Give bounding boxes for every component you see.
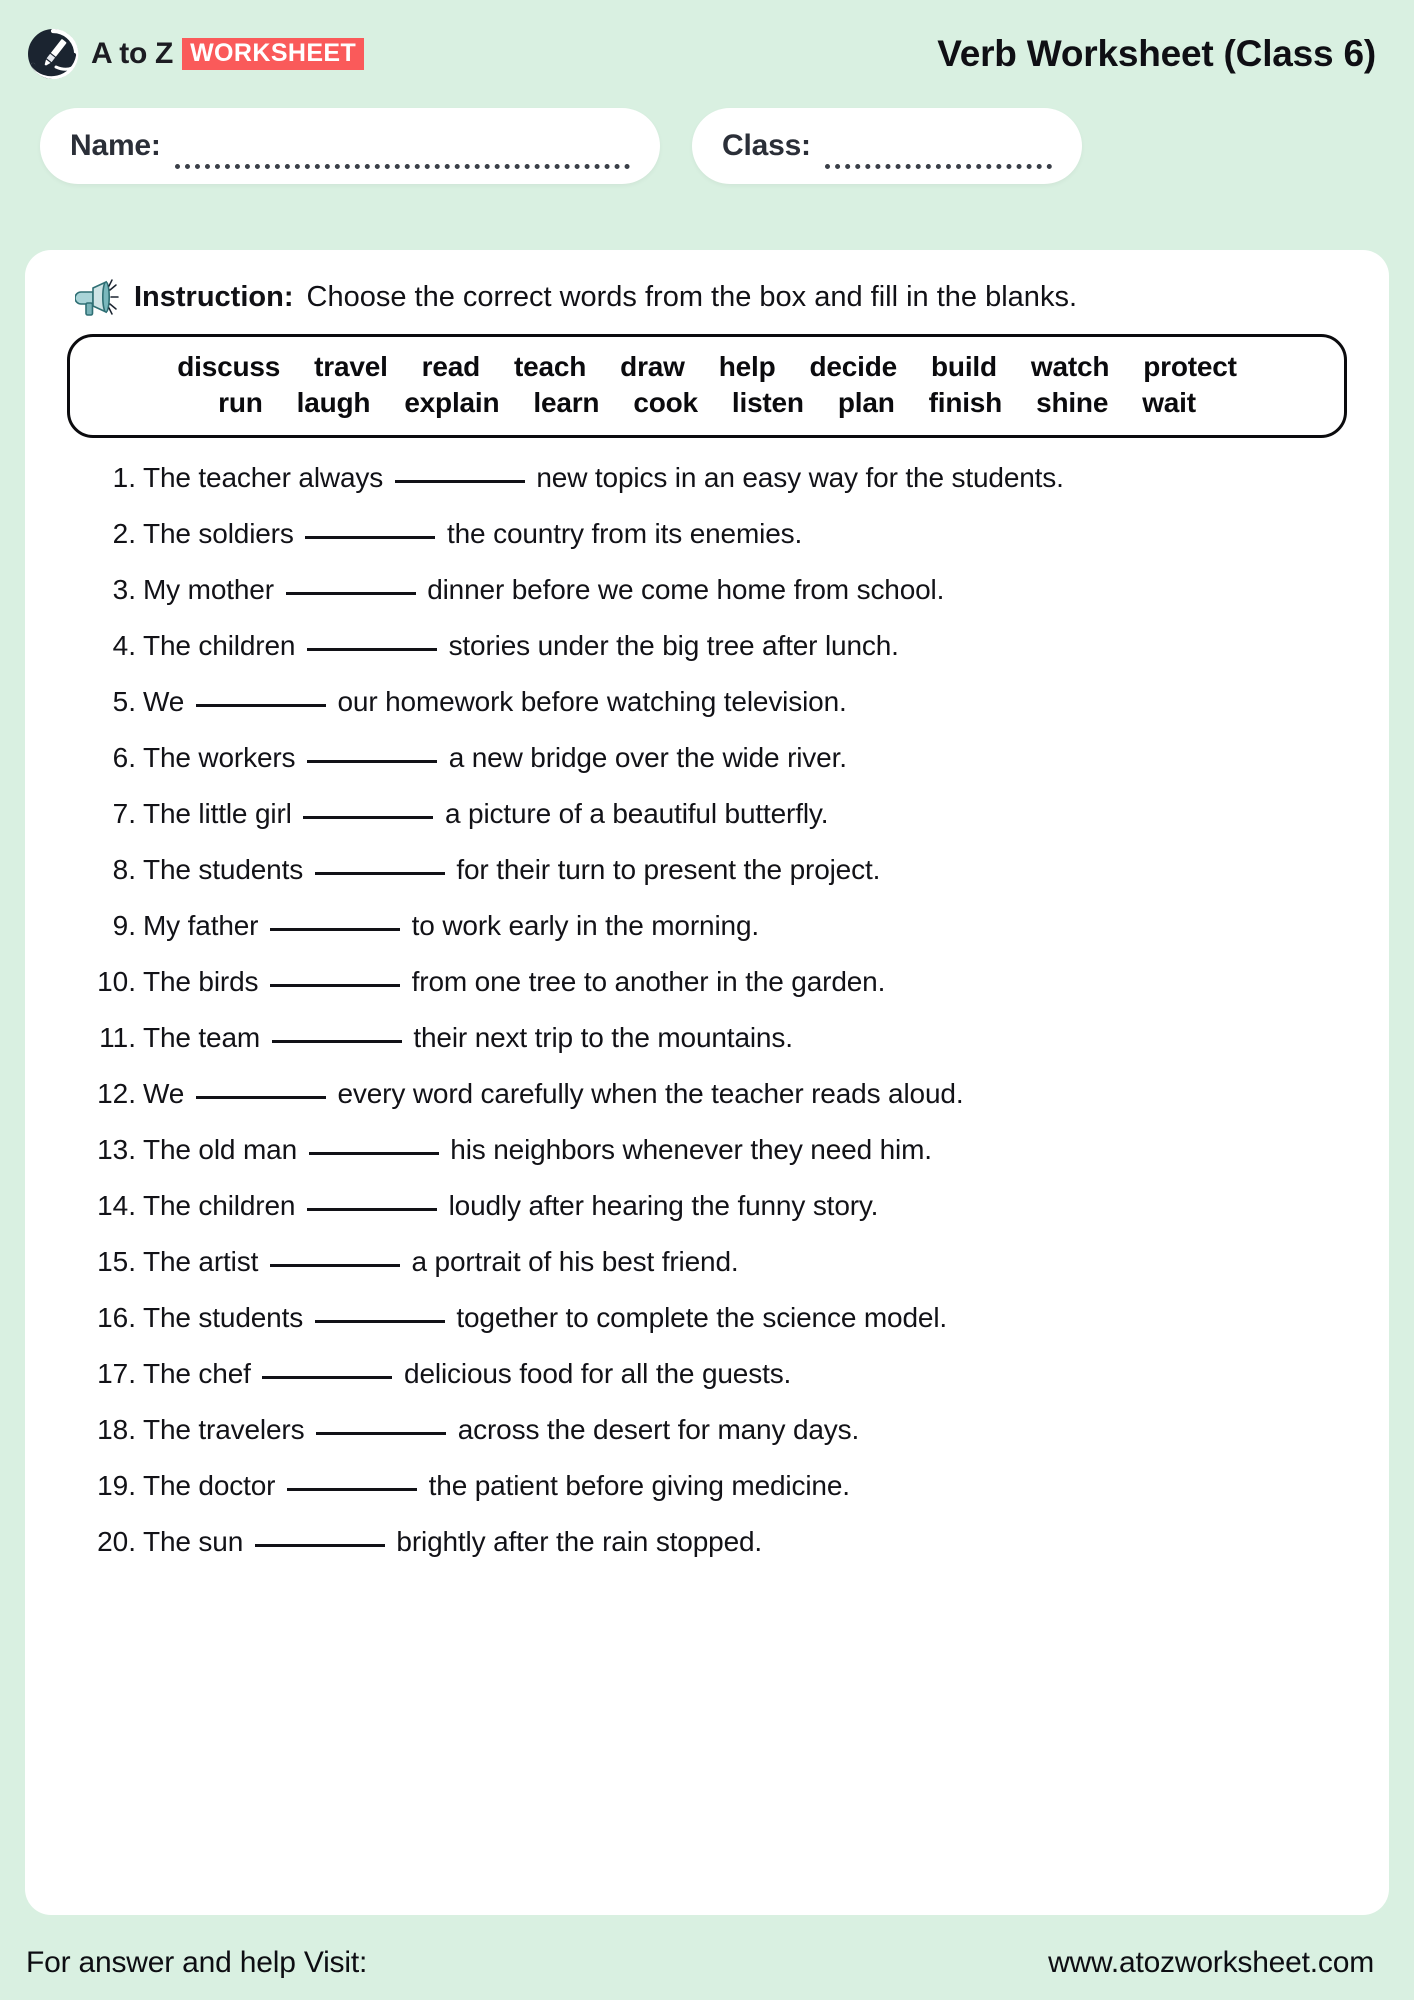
question-text-after-blank: across the desert for many days. (457, 1413, 860, 1445)
question-item (69, 462, 1345, 518)
question-text (143, 574, 944, 606)
question-item (69, 1526, 1345, 1582)
answer-blank[interactable] (307, 648, 437, 651)
question-text-after-blank: the patient before giving medicine. (428, 1469, 850, 1501)
word-bank-word: plan (837, 386, 895, 418)
word-bank-word: decide (809, 351, 898, 382)
question-item (69, 686, 1345, 742)
question-text-before-blank: The team (143, 1021, 261, 1053)
word-bank-word: finish (928, 386, 1003, 418)
question-item (69, 630, 1345, 686)
question-item (69, 798, 1345, 854)
question-text (143, 518, 802, 550)
question-item (69, 518, 1345, 574)
question-text-before-blank: The students (143, 853, 304, 885)
class-label: Class: (722, 129, 811, 162)
answer-blank[interactable] (303, 816, 433, 819)
question-text-after-blank: stories under the big tree after lunch. (448, 629, 899, 661)
question-text-before-blank: The students (143, 1301, 304, 1333)
answer-blank[interactable] (307, 1208, 437, 1211)
name-input-line[interactable] (175, 141, 630, 169)
instruction-row (59, 276, 1355, 318)
answer-blank[interactable] (196, 704, 326, 707)
question-text-after-blank: brightly after the rain stopped. (396, 1525, 763, 1557)
word-bank (67, 334, 1347, 438)
word-bank-word: watch (1030, 351, 1110, 382)
question-text-after-blank: their next trip to the mountains. (413, 1021, 793, 1053)
word-bank-word: teach (514, 351, 587, 382)
question-text (143, 462, 1064, 494)
brand-wordmark (91, 37, 364, 71)
question-text (143, 1414, 859, 1446)
answer-blank[interactable] (270, 1264, 400, 1267)
question-item (69, 1190, 1345, 1246)
brand-badge: WORKSHEET (182, 38, 364, 69)
question-text-before-blank: The doctor (143, 1469, 276, 1501)
question-text (143, 910, 759, 942)
word-bank-word: explain (404, 386, 500, 418)
word-bank-word: discuss (177, 351, 281, 382)
footer-help-text: For answer and help Visit: (26, 1945, 368, 1979)
answer-blank[interactable] (315, 872, 445, 875)
question-text (143, 630, 899, 662)
answer-blank[interactable] (307, 760, 437, 763)
question-text (143, 686, 847, 718)
question-text-after-blank: the country from its enemies. (447, 517, 803, 549)
question-item (69, 1358, 1345, 1414)
question-text-after-blank: new topics in an easy way for the students. (536, 461, 1064, 493)
question-item (69, 1022, 1345, 1078)
question-text (143, 798, 828, 830)
answer-blank[interactable] (305, 536, 435, 539)
worksheet-card (25, 250, 1389, 1915)
question-item (69, 742, 1345, 798)
answer-blank[interactable] (255, 1544, 385, 1547)
word-bank-word: wait (1142, 386, 1196, 418)
answer-blank[interactable] (270, 984, 400, 987)
name-field[interactable] (40, 108, 660, 184)
answer-blank[interactable] (315, 1320, 445, 1323)
page-title: Verb Worksheet (Class 6) (937, 33, 1376, 74)
question-number: 12. (97, 1077, 136, 1109)
question-text-after-blank: every word carefully when the teacher reads aloud. (337, 1077, 964, 1109)
question-text-after-blank: to work early in the morning. (411, 909, 759, 941)
question-text-after-blank: delicious food for all the guests. (404, 1357, 792, 1389)
brand-logo (26, 27, 364, 81)
question-number: 3. (112, 573, 136, 605)
question-text (143, 1022, 793, 1054)
question-text-after-blank: his neighbors whenever they need him. (450, 1133, 932, 1165)
question-text-before-blank: My father (143, 909, 259, 941)
answer-blank[interactable] (286, 592, 416, 595)
word-bank-word: shine (1036, 386, 1109, 418)
question-text-before-blank: The little girl (143, 797, 292, 829)
name-label: Name: (70, 129, 161, 162)
question-number: 13. (97, 1133, 136, 1165)
question-number: 15. (97, 1245, 136, 1277)
question-text (143, 854, 880, 886)
page-footer (0, 1925, 1414, 2000)
question-text (143, 1526, 762, 1558)
instruction-label: Instruction: (134, 280, 294, 313)
word-bank-row-2 (92, 385, 1322, 421)
question-text-after-blank: for their turn to present the project. (456, 853, 881, 885)
class-field[interactable] (692, 108, 1082, 184)
question-text (143, 966, 885, 998)
word-bank-word: laugh (296, 386, 371, 418)
question-text (143, 1358, 791, 1390)
word-bank-row-1 (92, 349, 1322, 385)
question-item (69, 910, 1345, 966)
question-number: 8. (112, 853, 136, 885)
question-text-before-blank: The artist (143, 1245, 259, 1277)
word-bank-word: protect (1143, 351, 1237, 382)
question-text-after-blank: a picture of a beautiful butterfly. (444, 797, 829, 829)
question-text-after-blank: our homework before watching television. (337, 685, 847, 717)
question-number: 7. (112, 797, 136, 829)
question-number: 16. (97, 1301, 136, 1333)
answer-blank[interactable] (309, 1152, 439, 1155)
question-item (69, 1078, 1345, 1134)
question-text-before-blank: We (143, 1077, 185, 1109)
question-text-after-blank: loudly after hearing the funny story. (448, 1189, 879, 1221)
question-text-after-blank: dinner before we come home from school. (427, 573, 945, 605)
answer-blank[interactable] (272, 1040, 402, 1043)
word-bank-word: draw (620, 351, 685, 382)
question-text-before-blank: The old man (143, 1133, 297, 1165)
word-bank-word: travel (314, 351, 388, 382)
word-bank-word: read (421, 351, 481, 382)
answer-blank[interactable] (287, 1488, 417, 1491)
question-number: 14. (97, 1189, 136, 1221)
word-bank-word: learn (533, 386, 600, 418)
word-bank-word: run (218, 386, 263, 418)
megaphone-icon (75, 276, 121, 318)
answer-blank[interactable] (395, 480, 525, 483)
question-item (69, 1470, 1345, 1526)
question-item (69, 854, 1345, 910)
word-bank-word: build (931, 351, 997, 382)
question-text-before-blank: The birds (143, 965, 259, 997)
answer-blank[interactable] (270, 928, 400, 931)
question-number: 9. (112, 909, 136, 941)
brand-name: A to Z (91, 37, 174, 70)
question-item (69, 574, 1345, 630)
question-text-before-blank: The workers (143, 741, 296, 773)
word-bank-word: cook (633, 386, 698, 418)
question-text-before-blank: The children (143, 629, 296, 661)
question-number: 2. (112, 517, 136, 549)
question-text-before-blank: The teacher always (143, 461, 384, 493)
question-text (143, 1302, 947, 1334)
question-number: 18. (97, 1413, 136, 1445)
question-number: 10. (97, 965, 136, 997)
question-text-after-blank: a new bridge over the wide river. (448, 741, 847, 773)
question-text-before-blank: The sun (143, 1525, 244, 1557)
question-text-before-blank: My mother (143, 573, 274, 605)
answer-blank[interactable] (196, 1096, 326, 1099)
footer-website-url[interactable]: www.atozworksheet.com (1048, 1945, 1374, 1979)
question-number: 6. (112, 741, 136, 773)
word-bank-word: listen (731, 386, 804, 418)
question-text-before-blank: We (143, 685, 185, 717)
question-number: 5. (112, 685, 136, 717)
question-text-before-blank: The travelers (143, 1413, 305, 1445)
question-text (143, 742, 847, 774)
student-fields-row (0, 108, 1414, 194)
question-text (143, 1190, 878, 1222)
question-text (143, 1470, 850, 1502)
question-text (143, 1246, 739, 1278)
question-number: 11. (99, 1021, 136, 1053)
class-input-line[interactable] (825, 141, 1052, 169)
question-item (69, 1302, 1345, 1358)
questions-list (59, 462, 1355, 1582)
question-item (69, 1246, 1345, 1302)
question-text (143, 1134, 932, 1166)
word-bank-word: help (718, 351, 776, 382)
question-item (69, 966, 1345, 1022)
question-number: 17. (97, 1357, 136, 1389)
question-text-before-blank: The soldiers (143, 517, 294, 549)
question-item (69, 1414, 1345, 1470)
question-text-before-blank: The chef (143, 1357, 251, 1389)
question-text-before-blank: The children (143, 1189, 296, 1221)
question-text-after-blank: from one tree to another in the garden. (411, 965, 886, 997)
question-number: 1. (112, 461, 136, 493)
question-item (69, 1134, 1345, 1190)
answer-blank[interactable] (262, 1376, 392, 1379)
pen-in-circle-logo-icon (26, 27, 80, 81)
page-header (0, 0, 1414, 108)
instruction-text: Choose the correct words from the box and fill in the blanks. (306, 280, 1077, 313)
question-text (143, 1078, 963, 1110)
question-number: 19. (97, 1469, 136, 1501)
answer-blank[interactable] (316, 1432, 446, 1435)
question-text-after-blank: a portrait of his best friend. (411, 1245, 739, 1277)
question-number: 4. (112, 629, 136, 661)
question-text-after-blank: together to complete the science model. (456, 1301, 948, 1333)
question-number: 20. (97, 1525, 136, 1557)
